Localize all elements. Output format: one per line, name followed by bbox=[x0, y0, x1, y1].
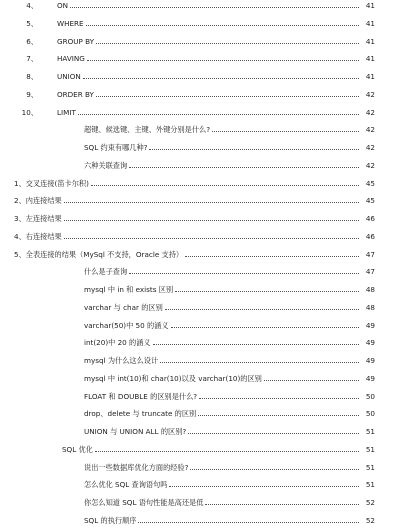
dot-leader bbox=[199, 398, 359, 399]
toc-entry-page: 46 bbox=[365, 231, 375, 241]
toc-entry[interactable] bbox=[0, 476, 411, 493]
dot-leader bbox=[160, 362, 359, 363]
dot-leader bbox=[96, 43, 359, 44]
toc-entry-page: 47 bbox=[365, 267, 375, 277]
toc-entry-page: 42 bbox=[365, 89, 375, 99]
toc-entry-page: 51 bbox=[365, 444, 375, 454]
toc-entry[interactable] bbox=[0, 423, 411, 440]
dot-leader bbox=[171, 327, 359, 328]
dot-leader bbox=[169, 486, 359, 487]
dot-leader bbox=[190, 469, 359, 470]
toc-entry[interactable] bbox=[0, 210, 411, 227]
toc-entry-page: 51 bbox=[365, 480, 375, 490]
toc-entry-page: 45 bbox=[365, 178, 375, 188]
toc-entry-title: 说出一些数据库优化方面的经验? bbox=[84, 462, 189, 472]
toc-entry-title: 什么是子查询 bbox=[84, 267, 128, 277]
toc-entry-title: FLOAT 和 DOUBLE 的区别是什么? bbox=[84, 391, 198, 401]
toc-entry-page: 47 bbox=[365, 249, 375, 259]
toc-entry-page: 49 bbox=[365, 356, 375, 365]
toc-entry[interactable] bbox=[0, 139, 411, 156]
toc-entry-page: 51 bbox=[365, 462, 375, 472]
toc-entry-title: 2、内连接结果 bbox=[14, 196, 62, 206]
toc-entry-page: 45 bbox=[365, 196, 375, 206]
dot-leader bbox=[70, 7, 359, 8]
toc-entry[interactable] bbox=[0, 86, 411, 103]
toc-entry[interactable] bbox=[0, 352, 411, 369]
toc-entry-title: 3、左连接结果 bbox=[14, 214, 62, 223]
toc-entry-page: 49 bbox=[365, 338, 375, 348]
toc-entry-number: 4、 bbox=[26, 1, 38, 10]
dot-leader bbox=[175, 291, 359, 292]
toc-entry[interactable] bbox=[0, 263, 411, 280]
dot-leader bbox=[205, 504, 359, 505]
toc-entry-number: 5、 bbox=[26, 18, 38, 28]
toc-entry-title: ON bbox=[57, 1, 69, 10]
toc-entry-title: 你怎么知道 SQL 语句性能是高还是低 bbox=[84, 498, 204, 507]
toc-entry[interactable] bbox=[0, 370, 411, 387]
toc-entry[interactable] bbox=[0, 246, 411, 263]
toc-entry[interactable] bbox=[0, 459, 411, 476]
toc-entry-title: UNION 与 UNION ALL 的区别? bbox=[84, 427, 187, 436]
toc-entry-title: int(20)中 20 的涵义 bbox=[84, 338, 151, 348]
dot-leader bbox=[165, 309, 359, 310]
toc-entry[interactable] bbox=[0, 299, 411, 316]
toc-entry-page: 41 bbox=[365, 36, 375, 46]
toc-entry[interactable] bbox=[0, 192, 411, 209]
toc-entry-title: LIMIT bbox=[57, 107, 76, 117]
toc-entry-page: 50 bbox=[365, 391, 375, 401]
toc-entry-page: 46 bbox=[365, 214, 375, 223]
dot-leader bbox=[198, 415, 359, 416]
toc-entry[interactable] bbox=[0, 33, 411, 50]
dot-leader bbox=[212, 131, 359, 132]
toc-entry-title: 超键、候选键、主键、外键分别是什么? bbox=[84, 125, 211, 135]
dot-leader bbox=[129, 167, 359, 168]
toc-entry-number: 6、 bbox=[26, 36, 38, 46]
toc-entry-page: 42 bbox=[365, 125, 375, 135]
toc-entry-title: WHERE bbox=[57, 18, 84, 28]
toc-entry-title: 六种关联查询 bbox=[84, 160, 128, 170]
dot-leader bbox=[138, 522, 359, 523]
dot-leader bbox=[64, 220, 359, 221]
toc-entry[interactable] bbox=[0, 334, 411, 351]
toc-entry[interactable] bbox=[0, 175, 411, 192]
toc-entry[interactable] bbox=[0, 405, 411, 422]
toc-entry-page: 48 bbox=[365, 285, 375, 294]
dot-leader bbox=[64, 238, 359, 239]
dot-leader bbox=[95, 451, 359, 452]
toc-entry[interactable] bbox=[0, 228, 411, 245]
toc-entry[interactable] bbox=[0, 281, 411, 298]
dot-leader bbox=[129, 273, 359, 274]
toc-entry[interactable] bbox=[0, 15, 411, 32]
dot-leader bbox=[188, 433, 359, 434]
toc-entry[interactable] bbox=[0, 512, 411, 529]
toc-entry[interactable] bbox=[0, 50, 411, 67]
toc-entry-number: 8、 bbox=[26, 72, 38, 81]
toc-entry-page: 49 bbox=[365, 373, 375, 383]
dot-leader bbox=[64, 202, 359, 203]
toc-entry-page: 42 bbox=[365, 160, 375, 170]
toc-entry-title: 5、全表连接的结果（MySql 不支持，Oracle 支持） bbox=[14, 249, 184, 259]
toc-entry-page: 51 bbox=[365, 427, 375, 436]
toc-entry[interactable] bbox=[0, 104, 411, 121]
toc-entry-page: 52 bbox=[365, 515, 375, 525]
dot-leader bbox=[149, 149, 359, 150]
toc-entry-number: 10、 bbox=[21, 107, 38, 117]
toc-entry-page: 41 bbox=[365, 1, 375, 10]
toc-entry[interactable] bbox=[0, 388, 411, 405]
dot-leader bbox=[264, 380, 359, 381]
toc-entry[interactable] bbox=[0, 317, 411, 334]
toc-entry-page: 41 bbox=[365, 72, 375, 81]
toc-entry[interactable] bbox=[0, 68, 411, 85]
toc-entry-title: mysql 中 in 和 exists 区别 bbox=[84, 285, 174, 294]
toc-entry[interactable] bbox=[0, 441, 411, 458]
dot-leader bbox=[87, 60, 359, 61]
toc-entry-title: 4、右连接结果 bbox=[14, 231, 62, 241]
toc-entry-title: SQL 优化 bbox=[62, 444, 93, 454]
toc-entry-title: ORDER BY bbox=[57, 89, 94, 99]
toc-entry-title: 怎么优化 SQL 查询语句吗 bbox=[84, 480, 168, 490]
toc-entry-page: 41 bbox=[365, 18, 375, 28]
toc-entry-page: 49 bbox=[365, 320, 375, 330]
toc-entry[interactable] bbox=[0, 494, 411, 511]
dot-leader bbox=[96, 96, 359, 97]
toc-entry-title: varchar(50)中 50 的涵义 bbox=[84, 320, 169, 330]
toc-entry-title: SQL 的执行顺序 bbox=[84, 515, 137, 525]
toc-entry-title: varchar 与 char 的区别 bbox=[84, 302, 163, 312]
toc-entry-page: 52 bbox=[365, 498, 375, 507]
toc-entry-title: SQL 约束有哪几种? bbox=[84, 143, 148, 152]
toc-entry-title: mysql 中 int(10)和 char(10)以及 varchar(10)的区别 bbox=[84, 373, 262, 383]
toc-entry-page: 50 bbox=[365, 409, 375, 419]
toc-entry-title: 1、交叉连接(笛卡尔积) bbox=[14, 178, 89, 188]
toc-entry[interactable] bbox=[0, 157, 411, 174]
toc-entry-number: 9、 bbox=[26, 89, 38, 99]
toc-entry-page: 41 bbox=[365, 54, 375, 64]
toc-entry-page: 48 bbox=[365, 302, 375, 312]
dot-leader bbox=[78, 114, 359, 115]
toc-entry-title: drop、delete 与 truncate 的区别 bbox=[84, 409, 197, 419]
dot-leader bbox=[91, 185, 359, 186]
dot-leader bbox=[153, 344, 359, 345]
toc-entry-title: HAVING bbox=[57, 54, 85, 64]
toc-entry-title: mysql 为什么这么设计 bbox=[84, 356, 159, 365]
dot-leader bbox=[86, 25, 359, 26]
toc-entry-page: 42 bbox=[365, 143, 375, 152]
toc-entry[interactable] bbox=[0, 0, 411, 14]
dot-leader bbox=[185, 256, 359, 257]
toc-entry-number: 7、 bbox=[26, 54, 38, 64]
toc-entry-title: UNION bbox=[57, 72, 81, 81]
toc-entry-title: GROUP BY bbox=[57, 36, 95, 46]
dot-leader bbox=[83, 78, 359, 79]
toc-entry[interactable] bbox=[0, 121, 411, 138]
toc-entry-page: 42 bbox=[365, 107, 375, 117]
